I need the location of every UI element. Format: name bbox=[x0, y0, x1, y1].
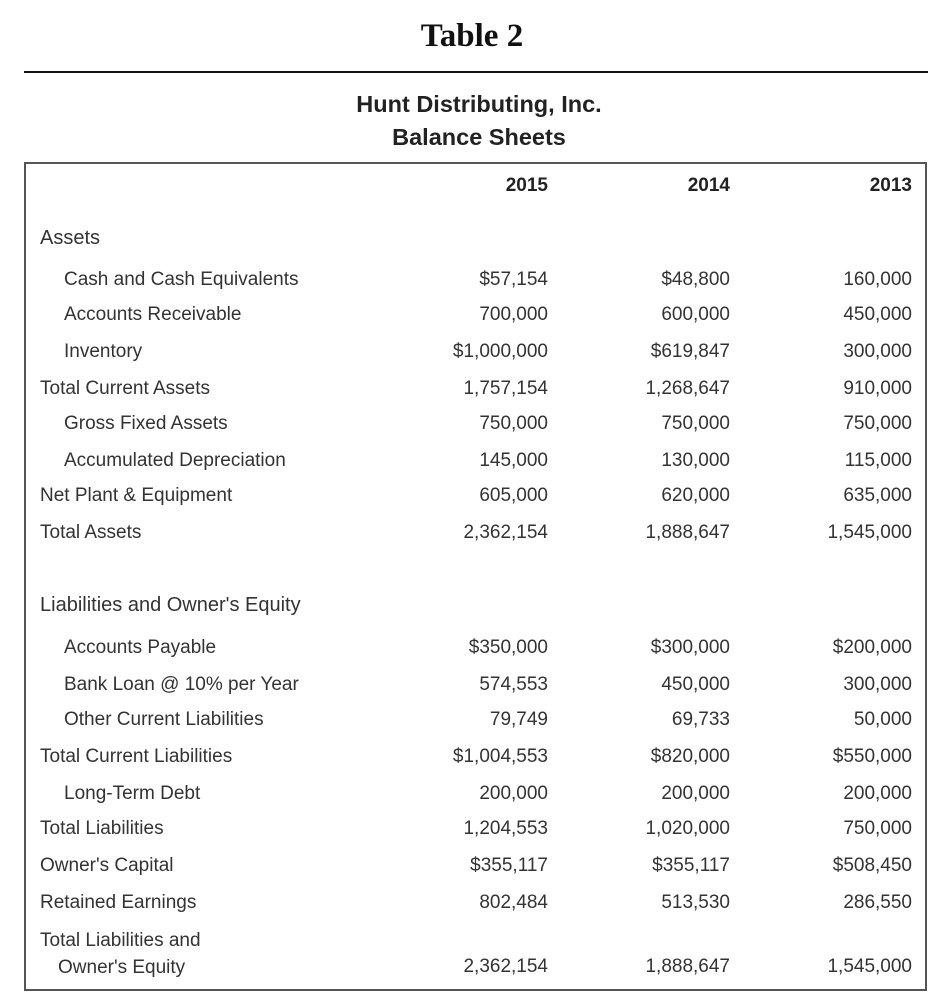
value-2015: 200,000 bbox=[479, 783, 548, 804]
total-liabilities-equity-row bbox=[0, 956, 944, 986]
value-2015: 145,000 bbox=[479, 450, 548, 471]
value-2013: 750,000 bbox=[843, 413, 912, 434]
value-2015: 574,553 bbox=[479, 674, 548, 695]
value-2014: $619,847 bbox=[650, 341, 730, 362]
table-row bbox=[0, 522, 944, 552]
value-2013: 450,000 bbox=[843, 304, 912, 325]
value-2013: 160,000 bbox=[843, 269, 912, 290]
table-row bbox=[0, 855, 944, 885]
value-2014: 1,268,647 bbox=[645, 378, 730, 399]
value-2014: 1,888,647 bbox=[645, 522, 730, 543]
value-2013: 1,545,000 bbox=[827, 956, 912, 977]
value-2014: $820,000 bbox=[650, 746, 730, 767]
row-label: Total Assets bbox=[40, 522, 142, 543]
row-label: Other Current Liabilities bbox=[64, 709, 264, 730]
column-header-2014: 2014 bbox=[687, 175, 730, 196]
value-2015: 605,000 bbox=[479, 485, 548, 506]
value-2015: 700,000 bbox=[479, 304, 548, 325]
value-2014: 513,530 bbox=[661, 892, 730, 913]
value-2014: 1,888,647 bbox=[645, 956, 730, 977]
value-2014: $48,800 bbox=[661, 269, 730, 290]
value-2015: 79,749 bbox=[489, 709, 548, 730]
value-2013: 300,000 bbox=[843, 341, 912, 362]
value-2014: 750,000 bbox=[661, 413, 730, 434]
assets-heading: Assets bbox=[40, 227, 101, 249]
value-2013: 635,000 bbox=[843, 485, 912, 506]
value-2015: 1,204,553 bbox=[463, 818, 548, 839]
value-2013: $550,000 bbox=[832, 746, 912, 767]
value-2014: 130,000 bbox=[661, 450, 730, 471]
row-label: Net Plant & Equipment bbox=[40, 485, 233, 506]
row-label: Accumulated Depreciation bbox=[64, 450, 286, 471]
value-2014: $355,117 bbox=[652, 855, 730, 876]
table-row bbox=[0, 304, 944, 334]
table-row bbox=[0, 341, 944, 371]
value-2014: $300,000 bbox=[650, 637, 730, 658]
table-row bbox=[0, 485, 944, 515]
value-2014: 69,733 bbox=[671, 709, 730, 730]
value-2014: 450,000 bbox=[661, 674, 730, 695]
value-2015: $57,154 bbox=[479, 269, 548, 290]
value-2013: $508,450 bbox=[832, 855, 912, 876]
value-2014: 1,020,000 bbox=[645, 818, 730, 839]
value-2015: $1,004,553 bbox=[452, 746, 548, 767]
value-2013: 115,000 bbox=[844, 450, 912, 471]
total-label-line-1: Total Liabilities and bbox=[40, 930, 201, 951]
table-row bbox=[0, 637, 944, 667]
value-2013: 200,000 bbox=[843, 783, 912, 804]
statement-name: Balance Sheets bbox=[392, 124, 566, 150]
report-heading bbox=[0, 88, 944, 154]
row-label: Cash and Cash Equivalents bbox=[64, 269, 299, 290]
value-2013: 50,000 bbox=[853, 709, 912, 730]
table-title: Table 2 bbox=[420, 18, 524, 54]
value-2015: 1,757,154 bbox=[463, 378, 548, 399]
table-row bbox=[0, 709, 944, 739]
column-header-2015: 2015 bbox=[505, 175, 548, 196]
value-2014: 600,000 bbox=[661, 304, 730, 325]
total-label-line-2: Owner's Equity bbox=[58, 957, 186, 978]
table-row bbox=[0, 746, 944, 776]
row-label: Total Liabilities bbox=[40, 818, 164, 839]
value-2013: 300,000 bbox=[843, 674, 912, 695]
table-row bbox=[0, 674, 944, 704]
table-row bbox=[0, 892, 944, 922]
value-2015: $350,000 bbox=[468, 637, 548, 658]
value-2014: 200,000 bbox=[661, 783, 730, 804]
table-row bbox=[0, 413, 944, 443]
row-label: Retained Earnings bbox=[40, 892, 197, 913]
value-2013: 750,000 bbox=[843, 818, 912, 839]
value-2015: 802,484 bbox=[479, 892, 548, 913]
table-row bbox=[0, 818, 944, 848]
table-row bbox=[0, 269, 944, 299]
row-label: Accounts Receivable bbox=[64, 304, 242, 325]
row-label: Total Current Assets bbox=[40, 378, 211, 399]
row-label: Owner's Capital bbox=[40, 855, 174, 876]
table-row bbox=[0, 378, 944, 408]
value-2015: $355,117 bbox=[470, 855, 548, 876]
row-label: Gross Fixed Assets bbox=[64, 413, 228, 434]
value-2013: 1,545,000 bbox=[827, 522, 912, 543]
table-row bbox=[0, 450, 944, 480]
value-2013: 910,000 bbox=[843, 378, 912, 399]
title-rule bbox=[24, 71, 928, 73]
value-2014: 620,000 bbox=[661, 485, 730, 506]
value-2013: 286,550 bbox=[843, 892, 912, 913]
liabilities-heading: Liabilities and Owner's Equity bbox=[40, 594, 301, 616]
value-2015: 2,362,154 bbox=[463, 522, 548, 543]
row-label: Total Current Liabilities bbox=[40, 746, 233, 767]
value-2015: $1,000,000 bbox=[452, 341, 548, 362]
value-2013: $200,000 bbox=[832, 637, 912, 658]
row-label: Long-Term Debt bbox=[64, 783, 201, 804]
value-2015: 2,362,154 bbox=[463, 956, 548, 977]
value-2015: 750,000 bbox=[479, 413, 548, 434]
row-label: Bank Loan @ 10% per Year bbox=[64, 674, 299, 695]
row-label: Inventory bbox=[64, 341, 143, 362]
row-label: Accounts Payable bbox=[64, 637, 217, 658]
table-row bbox=[0, 783, 944, 813]
company-name: Hunt Distributing, Inc. bbox=[356, 91, 602, 117]
column-header-2013: 2013 bbox=[869, 175, 912, 196]
